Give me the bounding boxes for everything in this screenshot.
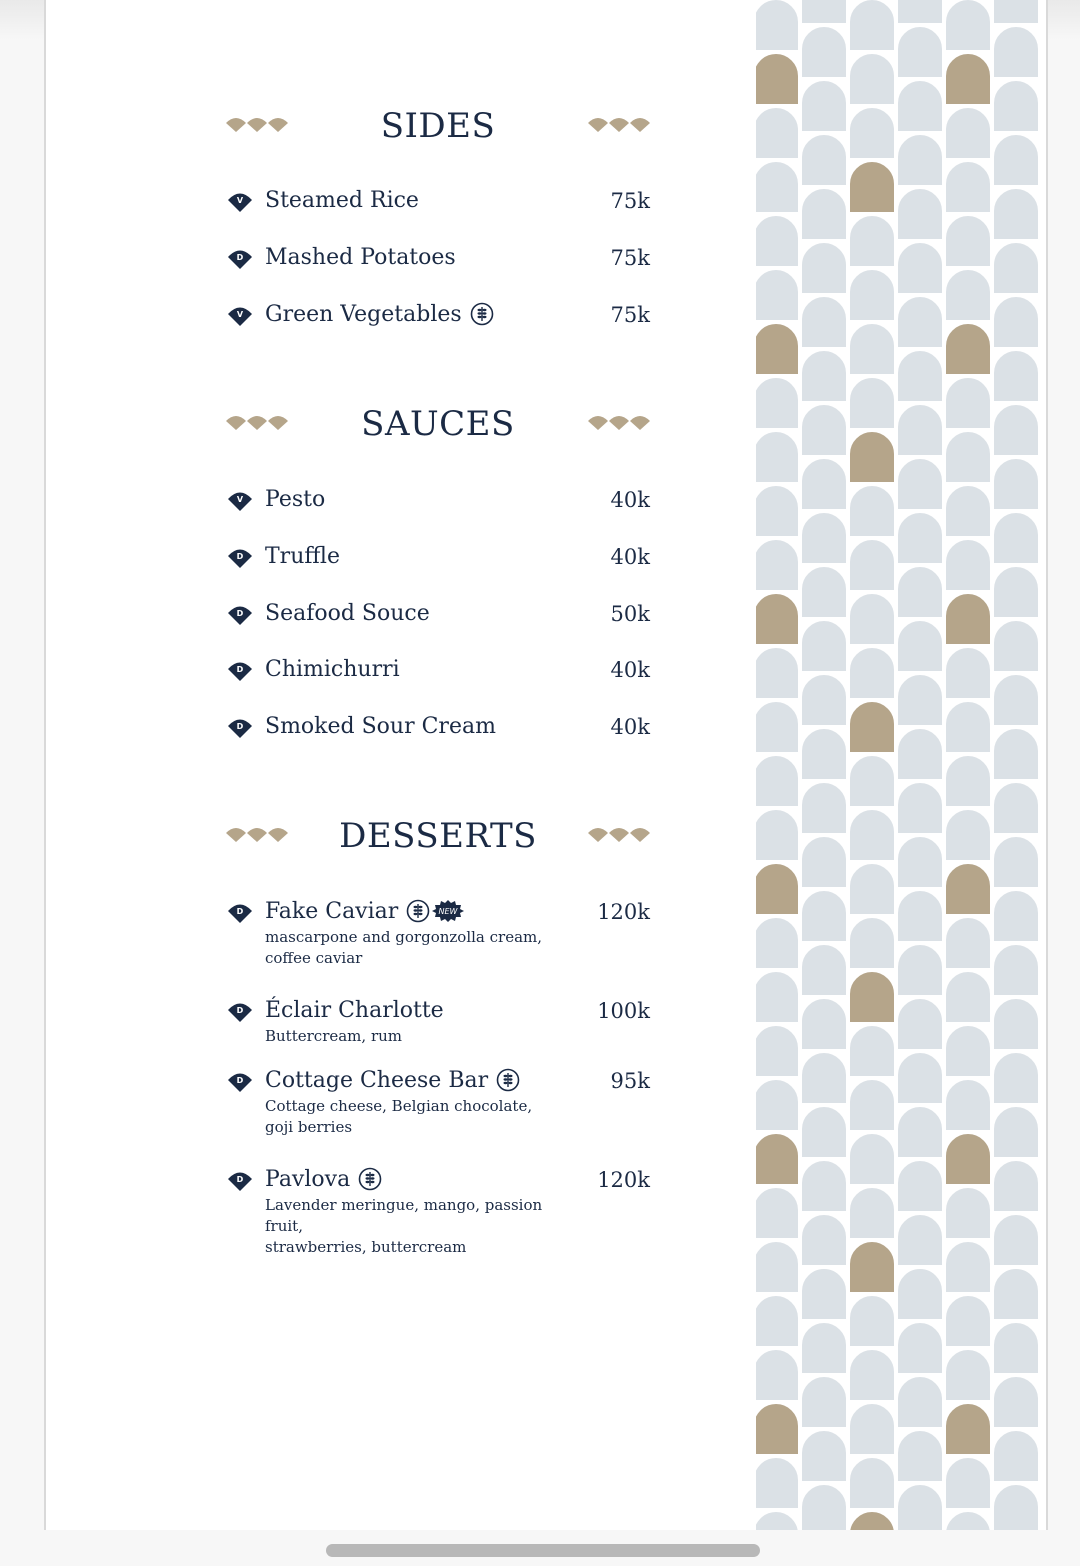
grey-scale-shape xyxy=(896,1375,944,1429)
grey-scale-shape xyxy=(848,1456,896,1510)
grey-scale-shape xyxy=(944,430,992,484)
svg-text:V: V xyxy=(236,196,244,205)
menu-item xyxy=(226,244,650,274)
grey-scale-shape xyxy=(896,25,944,79)
grey-scale-shape xyxy=(944,700,992,754)
grey-scale-shape xyxy=(756,430,800,484)
item-price: 40k xyxy=(610,658,650,682)
menu-item xyxy=(226,187,650,217)
item-description-line: strawberries, buttercream xyxy=(265,1238,467,1256)
grey-scale-shape xyxy=(756,106,800,160)
grey-scale-shape xyxy=(896,511,944,565)
svg-text:V: V xyxy=(236,310,244,319)
grey-scale-shape xyxy=(896,241,944,295)
grey-scale-shape xyxy=(896,1267,944,1321)
grey-scale-shape xyxy=(756,214,800,268)
item-price: 75k xyxy=(610,303,650,327)
grey-scale-shape xyxy=(800,295,848,349)
grey-scale-shape xyxy=(848,376,896,430)
item-name xyxy=(265,997,444,1025)
grey-scale-shape xyxy=(992,781,1040,835)
item-description xyxy=(265,1096,575,1138)
grey-scale-shape xyxy=(800,457,848,511)
grey-scale-shape xyxy=(848,1186,896,1240)
dairy-marker-icon xyxy=(226,1071,254,1093)
gold-scale-shape xyxy=(756,52,800,106)
gold-scale-shape xyxy=(944,862,992,916)
item-name-text: Éclair Charlotte xyxy=(265,998,444,1023)
grey-scale-shape xyxy=(800,1267,848,1321)
menu-item xyxy=(226,1166,650,1256)
grey-scale-shape xyxy=(944,538,992,592)
scale-pattern-border xyxy=(756,0,1042,1530)
grey-scale-shape xyxy=(944,754,992,808)
menu-item xyxy=(226,301,650,331)
item-name xyxy=(265,543,340,571)
grey-scale-shape xyxy=(992,133,1040,187)
grey-scale-shape xyxy=(896,943,944,997)
grey-scale-shape xyxy=(848,52,896,106)
item-name xyxy=(265,656,400,684)
grey-scale-shape xyxy=(944,484,992,538)
grey-scale-shape xyxy=(756,646,800,700)
grey-scale-shape xyxy=(800,1483,848,1530)
gold-scale-shape xyxy=(756,1402,800,1456)
gold-scale-shape xyxy=(756,1132,800,1186)
grey-scale-shape xyxy=(992,565,1040,619)
dairy-marker-icon xyxy=(226,717,254,739)
grey-scale-shape xyxy=(944,1078,992,1132)
vegan-marker-icon xyxy=(226,191,254,213)
grey-scale-shape xyxy=(848,1402,896,1456)
grey-scale-shape xyxy=(896,1483,944,1530)
grey-scale-shape xyxy=(896,835,944,889)
grey-scale-shape xyxy=(848,0,896,52)
grey-scale-shape xyxy=(896,1429,944,1483)
grey-scale-shape xyxy=(992,889,1040,943)
grey-scale-shape xyxy=(756,376,800,430)
grey-scale-shape xyxy=(756,808,800,862)
grey-scale-shape xyxy=(944,646,992,700)
grey-scale-shape xyxy=(896,565,944,619)
svg-text:D: D xyxy=(236,609,244,618)
grey-scale-shape xyxy=(992,1159,1040,1213)
grey-scale-shape xyxy=(848,322,896,376)
grey-scale-shape xyxy=(992,1105,1040,1159)
grey-scale-shape xyxy=(944,808,992,862)
item-name-text: Steamed Rice xyxy=(265,188,419,213)
grey-scale-shape xyxy=(944,1456,992,1510)
grey-scale-shape xyxy=(756,160,800,214)
grey-scale-shape xyxy=(944,1294,992,1348)
grey-scale-shape xyxy=(992,619,1040,673)
gold-scale-shape xyxy=(848,1510,896,1530)
grey-scale-shape xyxy=(848,1078,896,1132)
grey-scale-shape xyxy=(992,457,1040,511)
grey-scale-shape xyxy=(800,889,848,943)
grey-scale-shape xyxy=(756,268,800,322)
grey-scale-shape xyxy=(896,997,944,1051)
item-price: 75k xyxy=(610,189,650,213)
grey-scale-shape xyxy=(992,0,1040,25)
grey-scale-shape xyxy=(800,133,848,187)
section-title: SIDES xyxy=(380,106,496,146)
item-description-line: goji berries xyxy=(265,1118,353,1136)
item-description-line: Lavender meringue, mango, passion fruit, xyxy=(265,1196,543,1235)
grey-scale-shape xyxy=(756,700,800,754)
grey-scale-shape xyxy=(800,835,848,889)
svg-text:D: D xyxy=(236,552,244,561)
grey-scale-shape xyxy=(992,79,1040,133)
item-name-text: Cottage Cheese Bar xyxy=(265,1068,489,1093)
grey-scale-shape xyxy=(992,1429,1040,1483)
grey-scale-shape xyxy=(756,0,800,52)
vegan-marker-icon xyxy=(226,490,254,512)
menu-item xyxy=(226,543,650,573)
grey-scale-shape xyxy=(800,511,848,565)
grey-scale-shape xyxy=(944,160,992,214)
grey-scale-shape xyxy=(756,1456,800,1510)
dairy-marker-icon xyxy=(226,547,254,569)
grey-scale-shape xyxy=(848,754,896,808)
grey-scale-shape xyxy=(800,1105,848,1159)
menu-item xyxy=(226,1067,650,1147)
grey-scale-shape xyxy=(992,1321,1040,1375)
grey-scale-shape xyxy=(992,727,1040,781)
section-header xyxy=(226,394,650,454)
grey-scale-shape xyxy=(848,538,896,592)
grey-scale-shape xyxy=(800,673,848,727)
item-description-line: Buttercream, rum xyxy=(265,1027,402,1045)
grey-scale-shape xyxy=(896,349,944,403)
grey-scale-shape xyxy=(992,835,1040,889)
dairy-marker-icon xyxy=(226,248,254,270)
item-name-text: Mashed Potatoes xyxy=(265,245,456,270)
grey-scale-shape xyxy=(800,403,848,457)
grey-scale-shape xyxy=(848,916,896,970)
menu-item xyxy=(226,486,650,516)
grey-scale-shape xyxy=(896,457,944,511)
item-name-text: Chimichurri xyxy=(265,657,400,682)
item-name xyxy=(265,486,325,514)
item-name xyxy=(265,301,494,334)
dairy-marker-icon xyxy=(226,660,254,682)
grey-scale-shape xyxy=(944,268,992,322)
grey-scale-shape xyxy=(848,1348,896,1402)
grey-scale-shape xyxy=(896,727,944,781)
home-indicator-bar[interactable] xyxy=(326,1544,760,1557)
grey-scale-shape xyxy=(756,970,800,1024)
grey-scale-shape xyxy=(992,673,1040,727)
gold-scale-shape xyxy=(944,592,992,646)
grey-scale-shape xyxy=(756,1240,800,1294)
svg-text:D: D xyxy=(236,253,244,262)
svg-text:D: D xyxy=(236,1076,244,1085)
grey-scale-shape xyxy=(992,511,1040,565)
item-name-text: Fake Caviar xyxy=(265,899,399,924)
grey-scale-shape xyxy=(992,295,1040,349)
grey-scale-shape xyxy=(896,133,944,187)
grey-scale-shape xyxy=(944,0,992,52)
grey-scale-shape xyxy=(756,538,800,592)
item-price: 40k xyxy=(610,715,650,739)
item-name xyxy=(265,600,430,628)
grey-scale-shape xyxy=(848,1294,896,1348)
gold-scale-shape xyxy=(848,160,896,214)
item-name xyxy=(265,244,456,272)
grey-scale-shape xyxy=(896,1105,944,1159)
grey-scale-shape xyxy=(756,1024,800,1078)
grey-scale-shape xyxy=(800,0,848,25)
grey-scale-shape xyxy=(800,1213,848,1267)
grey-scale-shape xyxy=(992,349,1040,403)
svg-text:NEW: NEW xyxy=(438,907,458,916)
grey-scale-shape xyxy=(756,916,800,970)
item-name xyxy=(265,713,496,741)
grey-scale-shape xyxy=(944,1348,992,1402)
item-description-line: Cottage cheese, Belgian chocolate, xyxy=(265,1097,533,1115)
item-name-text: Pesto xyxy=(265,487,326,512)
dairy-marker-icon xyxy=(226,604,254,626)
grey-scale-shape xyxy=(992,1213,1040,1267)
grey-scale-shape xyxy=(944,376,992,430)
grey-scale-shape xyxy=(992,403,1040,457)
grey-scale-shape xyxy=(848,106,896,160)
grey-scale-shape xyxy=(800,1051,848,1105)
grey-scale-shape xyxy=(944,1186,992,1240)
grey-scale-shape xyxy=(800,943,848,997)
grey-scale-shape xyxy=(800,187,848,241)
dairy-marker-icon xyxy=(226,1170,254,1192)
grey-scale-shape xyxy=(896,781,944,835)
grey-scale-shape xyxy=(848,862,896,916)
grey-scale-shape xyxy=(848,646,896,700)
grey-scale-shape xyxy=(756,1294,800,1348)
grey-scale-shape xyxy=(896,0,944,25)
item-name-text: Green Vegetables xyxy=(265,302,462,327)
fan-ornament-icon xyxy=(588,116,650,136)
gold-scale-shape xyxy=(848,430,896,484)
grey-scale-shape xyxy=(896,889,944,943)
fan-ornament-icon xyxy=(588,826,650,846)
item-name-text: Truffle xyxy=(265,544,341,569)
grey-scale-shape xyxy=(992,187,1040,241)
grey-scale-shape xyxy=(944,970,992,1024)
gold-scale-shape xyxy=(944,1402,992,1456)
item-description-line: coffee caviar xyxy=(265,949,363,967)
grey-scale-shape xyxy=(944,1510,992,1530)
grey-scale-shape xyxy=(944,916,992,970)
svg-text:D: D xyxy=(236,722,244,731)
grey-scale-shape xyxy=(800,619,848,673)
grey-scale-shape xyxy=(944,106,992,160)
grey-scale-shape xyxy=(896,1159,944,1213)
grey-scale-shape xyxy=(992,1051,1040,1105)
dairy-marker-icon xyxy=(226,1001,254,1023)
item-name xyxy=(265,187,419,215)
gold-scale-shape xyxy=(848,700,896,754)
svg-text:V: V xyxy=(236,495,244,504)
item-description xyxy=(265,1026,575,1047)
grey-scale-shape xyxy=(992,1375,1040,1429)
item-description xyxy=(265,1195,575,1258)
svg-text:D: D xyxy=(236,1006,244,1015)
section-header xyxy=(226,96,650,156)
gold-scale-shape xyxy=(944,322,992,376)
item-price: 40k xyxy=(610,488,650,512)
grey-scale-shape xyxy=(800,1375,848,1429)
svg-text:D: D xyxy=(236,907,244,916)
grey-scale-shape xyxy=(896,1213,944,1267)
grey-scale-shape xyxy=(944,1240,992,1294)
item-name-text: Seafood Souce xyxy=(265,601,430,626)
gold-scale-shape xyxy=(756,592,800,646)
grey-scale-shape xyxy=(800,1321,848,1375)
svg-text:D: D xyxy=(236,665,244,674)
grey-scale-shape xyxy=(848,214,896,268)
grey-scale-shape xyxy=(896,619,944,673)
grey-scale-shape xyxy=(756,1510,800,1530)
section-title: SAUCES xyxy=(361,404,515,444)
grey-scale-shape xyxy=(992,25,1040,79)
grey-scale-shape xyxy=(848,484,896,538)
section-header xyxy=(226,806,650,866)
grey-scale-shape xyxy=(800,1159,848,1213)
dairy-marker-icon xyxy=(226,902,254,924)
grey-scale-shape xyxy=(848,268,896,322)
grey-scale-shape xyxy=(848,592,896,646)
grey-scale-shape xyxy=(896,403,944,457)
gold-scale-shape xyxy=(756,322,800,376)
gold-scale-shape xyxy=(944,1132,992,1186)
grey-scale-shape xyxy=(896,295,944,349)
gold-scale-shape xyxy=(756,862,800,916)
gold-scale-shape xyxy=(848,970,896,1024)
item-description-line: mascarpone and gorgonzolla cream, xyxy=(265,928,543,946)
menu-item xyxy=(226,713,650,743)
grey-scale-shape xyxy=(800,727,848,781)
gold-scale-shape xyxy=(944,52,992,106)
grey-scale-shape xyxy=(756,1078,800,1132)
grey-scale-shape xyxy=(992,241,1040,295)
item-price: 75k xyxy=(610,246,650,270)
grey-scale-shape xyxy=(800,781,848,835)
grey-scale-shape xyxy=(896,79,944,133)
grey-scale-shape xyxy=(896,1321,944,1375)
grey-scale-shape xyxy=(800,241,848,295)
grey-scale-shape xyxy=(992,997,1040,1051)
item-name-text: Smoked Sour Cream xyxy=(265,714,496,739)
grey-scale-shape xyxy=(800,997,848,1051)
grey-scale-shape xyxy=(992,943,1040,997)
item-price: 120k xyxy=(597,900,650,924)
item-description xyxy=(265,927,575,969)
grey-scale-shape xyxy=(992,1267,1040,1321)
grey-scale-shape xyxy=(896,673,944,727)
grey-scale-shape xyxy=(800,25,848,79)
gold-scale-shape xyxy=(848,1240,896,1294)
grey-scale-shape xyxy=(848,1024,896,1078)
menu-item xyxy=(226,600,650,630)
grey-scale-shape xyxy=(800,349,848,403)
grey-scale-shape xyxy=(992,1483,1040,1530)
grey-scale-shape xyxy=(848,1132,896,1186)
section-title: DESSERTS xyxy=(339,816,537,856)
menu-item xyxy=(226,898,650,978)
menu-item xyxy=(226,656,650,686)
item-price: 50k xyxy=(610,602,650,626)
item-price: 40k xyxy=(610,545,650,569)
grey-scale-shape xyxy=(756,754,800,808)
grey-scale-shape xyxy=(756,484,800,538)
grey-scale-shape xyxy=(800,79,848,133)
item-name-text: Pavlova xyxy=(265,1167,351,1192)
grey-scale-shape xyxy=(944,1024,992,1078)
wheat-icon xyxy=(470,302,494,334)
grey-scale-shape xyxy=(896,187,944,241)
grey-scale-shape xyxy=(756,1186,800,1240)
grey-scale-shape xyxy=(896,1051,944,1105)
grey-scale-shape xyxy=(756,1348,800,1402)
grey-scale-shape xyxy=(944,214,992,268)
svg-text:D: D xyxy=(236,1175,244,1184)
item-price: 95k xyxy=(610,1069,650,1093)
item-price: 120k xyxy=(597,1168,650,1192)
vegan-marker-icon xyxy=(226,305,254,327)
item-price: 100k xyxy=(597,999,650,1023)
grey-scale-shape xyxy=(800,565,848,619)
grey-scale-shape xyxy=(848,808,896,862)
fan-ornament-icon xyxy=(588,414,650,434)
grey-scale-shape xyxy=(800,1429,848,1483)
menu-item xyxy=(226,997,650,1077)
